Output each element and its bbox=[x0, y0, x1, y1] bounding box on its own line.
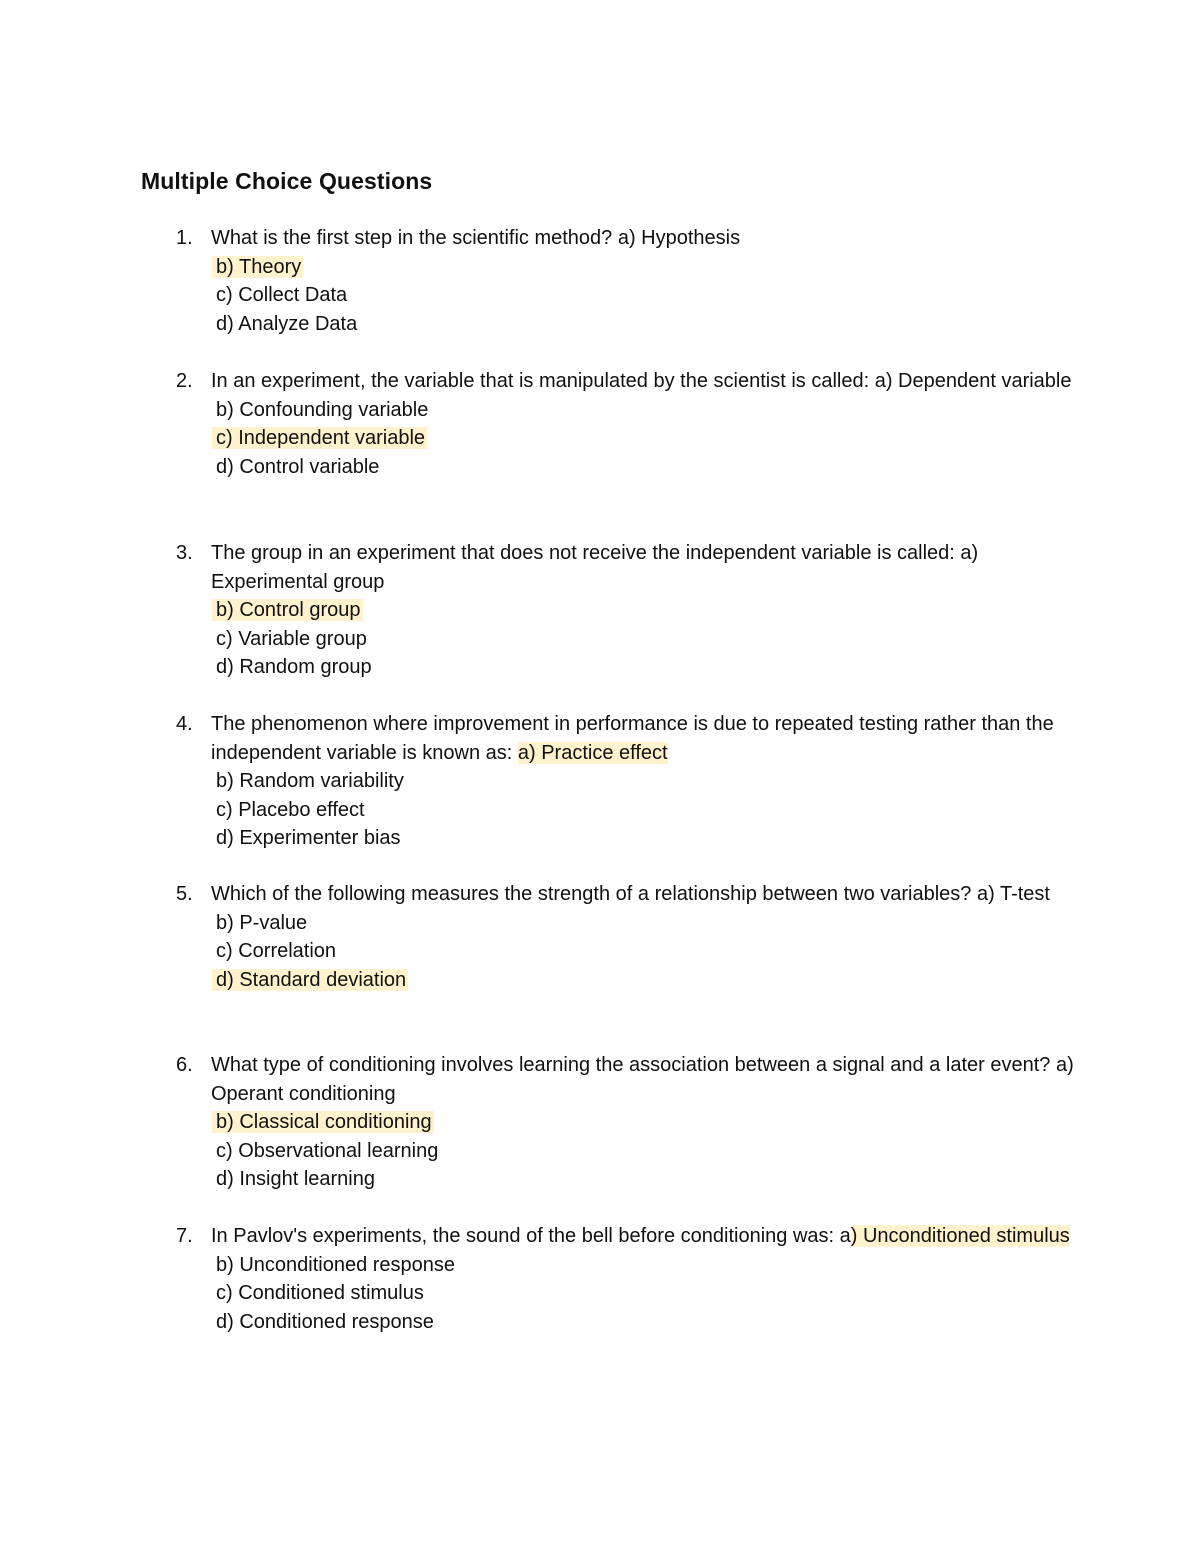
answer-option bbox=[211, 1137, 1081, 1166]
question-item bbox=[0, 710, 1200, 853]
answer-option bbox=[211, 1165, 1081, 1194]
question-stem-text: What type of conditioning involves learning the association between a signal and a later event? a) Operant conditioning bbox=[211, 1054, 1074, 1105]
question-item bbox=[0, 224, 1200, 338]
answer-option bbox=[211, 1308, 1081, 1337]
highlighted-answer: c) Independent variable bbox=[212, 427, 427, 449]
highlighted-answer: b) Control group bbox=[212, 599, 363, 621]
answer-option-text: d) Random group bbox=[216, 656, 372, 679]
question-stem-text: The group in an experiment that does not receive the independent variable is called: a) Experimental group bbox=[211, 542, 979, 593]
answer-option bbox=[211, 253, 1081, 282]
answer-option-text: b) Unconditioned response bbox=[216, 1253, 456, 1276]
question-item bbox=[0, 539, 1200, 682]
question-body bbox=[211, 367, 1081, 481]
highlighted-answer: ) Unconditioned stimulus bbox=[850, 1225, 1070, 1247]
answer-option bbox=[211, 966, 1081, 995]
answer-option bbox=[211, 281, 1081, 310]
answer-option-text: d) Conditioned response bbox=[216, 1310, 434, 1333]
answer-option bbox=[211, 653, 1081, 682]
question-stem bbox=[211, 1051, 1081, 1108]
answer-option bbox=[211, 310, 1081, 339]
answer-option bbox=[211, 937, 1081, 966]
answer-option-text: c) Correlation bbox=[216, 940, 337, 963]
question-number: 1. bbox=[176, 227, 193, 249]
answer-option bbox=[211, 396, 1081, 425]
answer-option-text: c) Placebo effect bbox=[216, 798, 365, 821]
answer-option-text: d) Control variable bbox=[216, 455, 380, 478]
question-number: 5. bbox=[176, 883, 193, 905]
question-item bbox=[0, 880, 1200, 994]
question-number: 7. bbox=[176, 1225, 193, 1247]
question-number: 3. bbox=[176, 542, 193, 564]
answer-option-text: c) Conditioned stimulus bbox=[216, 1282, 424, 1305]
question-item bbox=[0, 1222, 1200, 1336]
answer-option-text: d) Insight learning bbox=[216, 1168, 375, 1191]
page-title: Multiple Choice Questions bbox=[141, 168, 433, 194]
answer-option bbox=[211, 453, 1081, 482]
answer-option bbox=[211, 909, 1081, 938]
question-stem-text: The phenomenon where improvement in performance is due to repeated testing rather than the independent variable is known as: bbox=[211, 713, 1054, 764]
answer-option-text: d) Experimenter bias bbox=[216, 827, 401, 850]
answer-option-text: b) Random variability bbox=[216, 770, 404, 793]
question-stem bbox=[211, 224, 1081, 253]
highlighted-answer: d) Standard deviation bbox=[212, 969, 408, 991]
answer-option bbox=[211, 424, 1081, 453]
answer-option bbox=[211, 1279, 1081, 1308]
answer-option bbox=[211, 767, 1081, 796]
question-stem-text: In an experiment, the variable that is manipulated by the scientist is called: a) Dependent variable bbox=[211, 370, 1072, 392]
answer-option-text: b) Confounding variable bbox=[216, 398, 429, 421]
answer-option bbox=[211, 1251, 1081, 1280]
question-number: 6. bbox=[176, 1054, 193, 1076]
question-stem bbox=[211, 1222, 1081, 1251]
question-stem-text: Which of the following measures the strength of a relationship between two variables? a) T-test bbox=[211, 883, 1050, 905]
question-stem bbox=[211, 367, 1081, 396]
answer-option-text: c) Collect Data bbox=[216, 284, 348, 307]
question-stem-text: What is the first step in the scientific method? a) Hypothesis bbox=[211, 227, 741, 249]
question-item bbox=[0, 367, 1200, 481]
question-stem-text: In Pavlov's experiments, the sound of the bell before conditioning was: a bbox=[211, 1225, 851, 1247]
highlighted-answer: b) Theory bbox=[212, 256, 303, 278]
answer-option-text: c) Observational learning bbox=[216, 1139, 439, 1162]
question-body bbox=[211, 1051, 1081, 1194]
answer-option bbox=[211, 1108, 1081, 1137]
question-body bbox=[211, 539, 1081, 682]
question-number: 2. bbox=[176, 370, 193, 392]
question-stem bbox=[211, 539, 1081, 596]
question-body bbox=[211, 710, 1081, 853]
answer-option-text: d) Analyze Data bbox=[216, 312, 358, 335]
question-body bbox=[211, 880, 1081, 994]
question-body bbox=[211, 1222, 1081, 1336]
answer-option-text: c) Variable group bbox=[216, 627, 367, 650]
highlighted-answer: b) Classical conditioning bbox=[212, 1111, 434, 1133]
answer-option bbox=[211, 824, 1081, 853]
question-number: 4. bbox=[176, 713, 193, 735]
answer-option bbox=[211, 796, 1081, 825]
answer-option bbox=[211, 596, 1081, 625]
answer-option-text: b) P-value bbox=[216, 911, 308, 934]
question-stem bbox=[211, 880, 1081, 909]
highlighted-answer: a) Practice effect bbox=[517, 741, 668, 764]
question-item bbox=[0, 1051, 1200, 1194]
question-stem bbox=[211, 710, 1081, 767]
answer-option bbox=[211, 625, 1081, 654]
question-body bbox=[211, 224, 1081, 338]
